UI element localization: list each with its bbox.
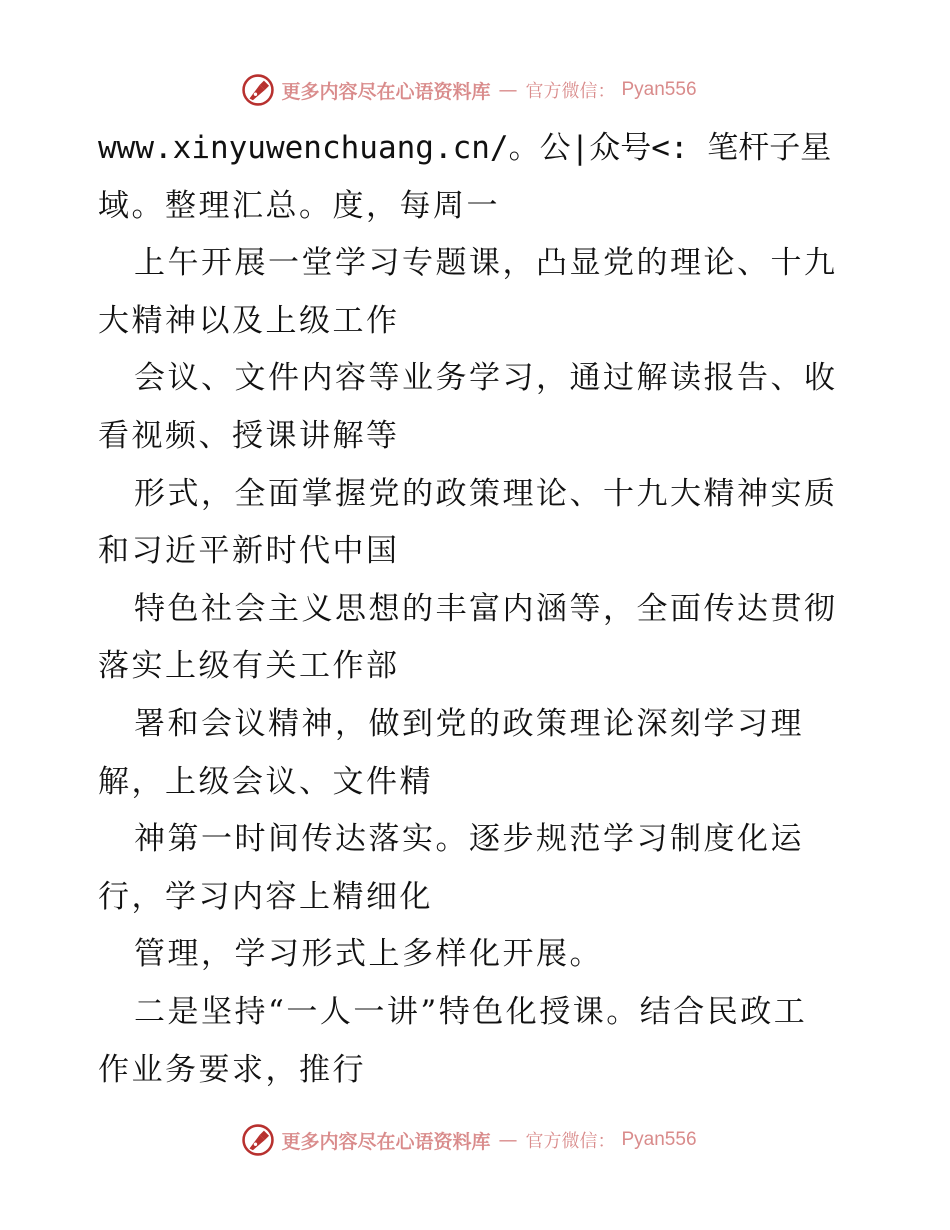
pen-nib-logo-icon	[241, 73, 275, 107]
footer-banner	[0, 1120, 950, 1160]
body-line: 形式，全面掌握党的政策理论、十九大精神实质	[134, 475, 838, 512]
body-line: www.xinyuwenchuang.cn/。公|众号<: 笔杆子星	[98, 130, 832, 166]
footer-banner-wechat-label: 官方微信：	[525, 1131, 616, 1152]
footer-banner-title: 更多内容尽在心语资料库	[281, 1130, 491, 1153]
body-line: 上午开展一堂学习专题课，凸显党的理论、十九	[134, 245, 838, 282]
header-banner-wechat-label: 官方微信：	[525, 81, 616, 102]
body-line: 神第一时间传达落实。逐步规范学习制度化运	[134, 821, 804, 858]
body-line: 二是坚持“一人一讲”特色化授课。结合民政工	[134, 993, 808, 1030]
body-line: 会议、文件内容等业务学习，通过解读报告、收	[134, 360, 838, 397]
body-line: 署和会议精神，做到党的政策理论深刻学习理	[134, 705, 804, 742]
header-banner-inner	[241, 73, 696, 107]
body-line: 大精神以及上级工作	[98, 302, 400, 339]
body-line: 和习近平新时代中国	[98, 533, 400, 570]
header-banner-title: 更多内容尽在心语资料库	[281, 80, 491, 103]
body-line: 解，上级会议、文件精	[98, 763, 433, 800]
footer-banner-inner	[241, 1123, 696, 1157]
footer-banner-wechat-id: Pyan556	[621, 1129, 697, 1150]
pen-nib-logo-icon	[241, 1123, 275, 1157]
body-line: 管理，学习形式上多样化开展。	[134, 936, 603, 973]
header-banner-wechat-id: Pyan556	[621, 79, 697, 100]
body-line: 域。整理汇总。度，每周一	[98, 187, 500, 224]
body-line: 作业务要求，推行	[98, 1051, 366, 1088]
footer-banner-dash: —	[498, 1129, 518, 1151]
body-line: 行，学习内容上精细化	[98, 878, 433, 915]
body-line: 看视频、授课讲解等	[98, 417, 400, 454]
body-line: 落实上级有关工作部	[98, 648, 400, 685]
header-banner	[0, 70, 950, 110]
document-body	[98, 120, 898, 1099]
body-line: 特色社会主义思想的丰富内涵等，全面传达贯彻	[134, 590, 838, 627]
header-banner-dash: —	[498, 79, 518, 101]
